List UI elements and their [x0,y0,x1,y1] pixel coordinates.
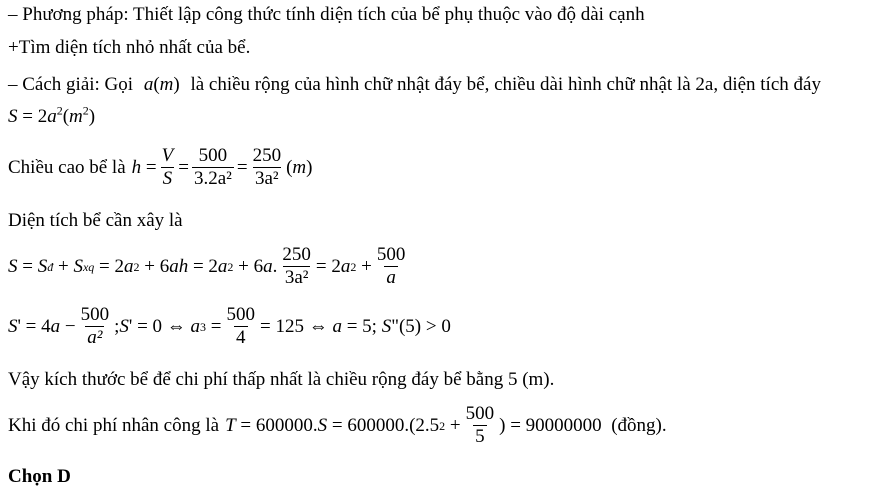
base-area-formula: $S = 2a^2(m^2)$ [8,103,96,127]
derivative-formula: S ' = 4 a − $\frac{500}{\text{a²}}$ ; S ' = 0 ⇔ a 3 = $\frac{500}{4}$ = 125 ⇔ a = 5; S "(5) > 0 [8,304,451,348]
conclusion-line: Vậy kích thước bể để chi phí thấp nhất là chiều rộng đáy bể bằng 5 (m). [8,369,555,390]
fraction: $\frac{250}{\text{3a²}}$ [252,145,282,189]
fraction: $\frac{500}{\text{3.2a²}}$ [193,145,232,189]
fraction: $\frac{500}{\text{a²}}$ [80,304,110,348]
cost-formula: Khi đó chi phí nhân công là T = 600000. S = 600000.(2.5 2 + $\frac{500}{5}$ ) = 90000000 (đồng). [8,403,667,447]
fraction: $\frac{500}{5}$ [465,403,495,447]
total-area-formula: S = S đ + S xq = 2 a 2 + 6 ah = 2 a 2 + 6 a . $\frac{250}{\text{3a²}}$ = 2 a 2 + $\frac{500}{a}$ [8,244,406,288]
fraction: $\frac{250}{\text{3a²}}$ [282,244,311,288]
height-formula: Chiều cao bể là h = $\frac{V}{S}$ = $\frac{500}{\text{3.2a²}}$ = $\frac{250}{\text{3a²}}$ ( m ) [8,145,313,189]
answer-choice: Chọn D [8,466,71,487]
area-heading: Diện tích bể cần xây là [8,210,183,231]
fraction: $\frac{V}{S}$ [161,145,174,189]
fraction: $\frac{500}{4}$ [226,304,255,348]
solution-intro: – Cách giải: Gọi a(m) là chiều rộng của hình chữ nhật đáy bể, chiều dài hình chữ nhật là 2a, diện tích đáy [8,74,821,95]
step-line: +Tìm diện tích nhỏ nhất của bể. [8,37,251,58]
method-line: – Phương pháp: Thiết lập công thức tính diện tích của bể phụ thuộc vào độ dài cạnh [8,4,645,25]
fraction: $\frac{500}{a}$ [376,244,406,288]
